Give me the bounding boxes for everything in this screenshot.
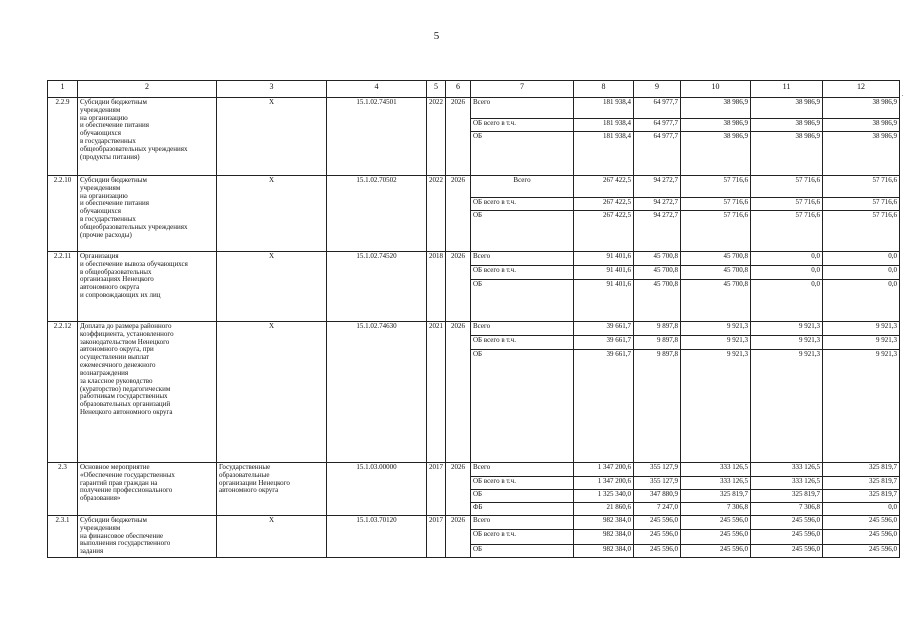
row-executor (217, 516, 327, 558)
table-row (48, 252, 900, 266)
amount-cell: 325 819,7 (823, 463, 900, 477)
amount-cell: 325 819,7 (823, 477, 900, 490)
row-code: 15.1.03.70120 (327, 516, 427, 558)
amount-cell: 91 401,6 (574, 266, 634, 280)
amount-cell: 1 347 200,6 (574, 463, 634, 477)
amount-cell: 245 596,0 (634, 530, 681, 544)
amount-cell: 267 422,5 (574, 176, 634, 198)
row-number: 2.2.9 (48, 98, 78, 176)
amount-cell: 57 716,6 (681, 176, 751, 198)
funding-source: ОБ всего в т.ч. (471, 119, 574, 132)
amount-cell: 333 126,5 (681, 463, 751, 477)
amount-cell: 39 661,7 (574, 336, 634, 350)
funding-source: Всего (471, 176, 574, 198)
amount-cell: 245 596,0 (634, 544, 681, 557)
row-code: 15.1.02.74501 (327, 98, 427, 176)
amount-cell: 45 700,8 (634, 252, 681, 266)
amount-cell: 45 700,8 (681, 252, 751, 266)
table-row (48, 322, 900, 336)
amount-cell: 1 347 200,6 (574, 477, 634, 490)
header-cell: 8 (574, 81, 634, 98)
row-executor (217, 322, 327, 463)
header-cell: 2 (78, 81, 217, 98)
description-text: Организация и обеспечение вывоза обучающихся в общеобразовательных организациях Ненецкого автономного округа и сопровождающих их лиц (80, 252, 188, 300)
row-description (78, 322, 217, 463)
amount-cell: 45 700,8 (681, 280, 751, 322)
funding-source: Всего (471, 98, 574, 119)
amount-cell: 57 716,6 (823, 211, 900, 252)
row-end-year: 2026 (446, 176, 471, 252)
amount-cell: 57 716,6 (681, 198, 751, 211)
amount-cell: 94 272,7 (634, 176, 681, 198)
row-number: 2.3.1 (48, 516, 78, 558)
amount-cell: 9 897,8 (634, 322, 681, 336)
amount-cell: 347 880,9 (634, 490, 681, 503)
table-row (48, 516, 900, 530)
row-end-year: 2026 (446, 516, 471, 558)
header-row (48, 81, 900, 98)
amount-cell: 64 977,7 (634, 119, 681, 132)
row-start-year: 2022 (427, 98, 446, 176)
amount-cell: 245 596,0 (823, 544, 900, 557)
amount-cell: 0,0 (823, 252, 900, 266)
description-text: Субсидии бюджетным учреждениям на организацию и обеспечение питания обучающихся в государственных общеобразовательных учреждениях (прочие расходы) (80, 176, 188, 239)
amount-cell: 94 272,7 (634, 211, 681, 252)
funding-source: ОБ всего в т.ч. (471, 530, 574, 544)
row-description (78, 98, 217, 176)
funding-source: ОБ всего в т.ч. (471, 198, 574, 211)
row-code: 15.1.02.70502 (327, 176, 427, 252)
row-number: 2.2.10 (48, 176, 78, 252)
row-number: 2.2.12 (48, 322, 78, 463)
amount-cell: 91 401,6 (574, 280, 634, 322)
funding-source: ОБ (471, 490, 574, 503)
funding-source: ОБ (471, 350, 574, 463)
amount-cell: 1 325 340,0 (574, 490, 634, 503)
amount-cell: 982 384,0 (574, 544, 634, 557)
amount-cell: 181 938,4 (574, 119, 634, 132)
executor-text: Х (268, 176, 275, 184)
amount-cell: 245 596,0 (681, 516, 751, 530)
amount-cell: 9 921,3 (751, 336, 823, 350)
amount-cell: 355 127,9 (634, 477, 681, 490)
amount-cell: 9 897,8 (634, 350, 681, 463)
row-description (78, 463, 217, 516)
row-code: 15.1.02.74520 (327, 252, 427, 322)
row-start-year: 2022 (427, 176, 446, 252)
header-cell: 7 (471, 81, 574, 98)
amount-cell: 9 921,3 (681, 350, 751, 463)
amount-cell: 355 127,9 (634, 463, 681, 477)
amount-cell: 325 819,7 (751, 490, 823, 503)
amount-cell: 39 661,7 (574, 350, 634, 463)
amount-cell: 245 596,0 (823, 516, 900, 530)
amount-cell: 9 921,3 (751, 322, 823, 336)
header-cell: 4 (327, 81, 427, 98)
amount-cell: 982 384,0 (574, 530, 634, 544)
amount-cell: 181 938,4 (574, 98, 634, 119)
funding-source: ФБ (471, 503, 574, 516)
row-end-year: 2026 (446, 463, 471, 516)
row-end-year: 2026 (446, 98, 471, 176)
header-cell: 5 (427, 81, 446, 98)
amount-cell: 245 596,0 (681, 544, 751, 557)
row-description (78, 252, 217, 322)
amount-cell: 9 921,3 (681, 322, 751, 336)
row-number: 2.2.11 (48, 252, 78, 322)
amount-cell: 333 126,5 (751, 463, 823, 477)
amount-cell: 7 247,0 (634, 503, 681, 516)
row-description (78, 516, 217, 558)
funding-source: ОБ всего в т.ч. (471, 477, 574, 490)
amount-cell: 267 422,5 (574, 211, 634, 252)
amount-cell: 38 986,9 (751, 132, 823, 176)
funding-source: Всего (471, 516, 574, 530)
description-text: Субсидии бюджетным учреждениям на финансовое обеспечение выполнения государственного задания (80, 516, 171, 556)
funding-source: Всего (471, 463, 574, 477)
amount-cell: 0,0 (823, 280, 900, 322)
amount-cell: 7 306,8 (751, 503, 823, 516)
funding-source: ОБ (471, 544, 574, 557)
amount-cell: 45 700,8 (634, 280, 681, 322)
amount-cell: 0,0 (751, 280, 823, 322)
amount-cell: 39 661,7 (574, 322, 634, 336)
header-cell: 9 (634, 81, 681, 98)
amount-cell: 9 921,3 (823, 336, 900, 350)
header-cell: 12 (823, 81, 900, 98)
description-text: Доплата до размера районного коэффициента, установленного законодательством Ненецкого автономного округа, при осуществлении выплат ежемесячного денежного вознаграждения за классное руководство (кураторство) педагогическим работникам государственных образовательных организаций Ненецкого автономного округа (80, 322, 174, 417)
row-executor (217, 252, 327, 322)
funding-source: Всего (471, 252, 574, 266)
amount-cell: 57 716,6 (751, 176, 823, 198)
amount-cell: 9 921,3 (823, 322, 900, 336)
amount-cell: 9 921,3 (823, 350, 900, 463)
amount-cell: 181 938,4 (574, 132, 634, 176)
amount-cell: 38 986,9 (751, 98, 823, 119)
row-start-year: 2021 (427, 322, 446, 463)
funding-source: ОБ (471, 132, 574, 176)
scan-mark (902, 95, 903, 96)
amount-cell: 0,0 (751, 266, 823, 280)
amount-cell: 94 272,7 (634, 198, 681, 211)
amount-cell: 325 819,7 (681, 490, 751, 503)
amount-cell: 38 986,9 (823, 119, 900, 132)
row-executor (217, 463, 327, 516)
amount-cell: 0,0 (751, 252, 823, 266)
amount-cell: 245 596,0 (634, 516, 681, 530)
amount-cell: 0,0 (823, 266, 900, 280)
funding-source: ОБ (471, 280, 574, 322)
amount-cell: 9 921,3 (751, 350, 823, 463)
header-cell: 3 (217, 81, 327, 98)
page-number: 5 (433, 30, 440, 42)
amount-cell: 38 986,9 (823, 132, 900, 176)
amount-cell: 0,0 (823, 503, 900, 516)
amount-cell: 45 700,8 (681, 266, 751, 280)
executor-text: Х (268, 322, 275, 330)
amount-cell: 38 986,9 (681, 119, 751, 132)
row-start-year: 2017 (427, 516, 446, 558)
row-start-year: 2018 (427, 252, 446, 322)
amount-cell: 245 596,0 (751, 544, 823, 557)
funding-source: ОБ (471, 211, 574, 252)
row-description (78, 176, 217, 252)
description-text: Основное мероприятие «Обеспечение государственных гарантий прав граждан на получение профессионального образования» (80, 463, 175, 503)
row-code: 15.1.03.00000 (327, 463, 427, 516)
budget-table (47, 80, 900, 558)
amount-cell: 64 977,7 (634, 98, 681, 119)
description-text: Субсидии бюджетным учреждениям на организацию и обеспечение питания обучающихся в государственных общеобразовательных учреждениях (продукты питания) (80, 98, 188, 161)
amount-cell: 9 921,3 (681, 336, 751, 350)
amount-cell: 57 716,6 (751, 211, 823, 252)
amount-cell: 45 700,8 (634, 266, 681, 280)
row-number: 2.3 (48, 463, 78, 516)
amount-cell: 245 596,0 (681, 530, 751, 544)
row-code: 15.1.02.74630 (327, 322, 427, 463)
amount-cell: 38 986,9 (751, 119, 823, 132)
amount-cell: 245 596,0 (751, 516, 823, 530)
amount-cell: 982 384,0 (574, 516, 634, 530)
amount-cell: 38 986,9 (681, 98, 751, 119)
amount-cell: 333 126,5 (751, 477, 823, 490)
header-cell: 10 (681, 81, 751, 98)
funding-source: ОБ всего в т.ч. (471, 336, 574, 350)
header-cell: 6 (446, 81, 471, 98)
executor-text: Х (268, 516, 275, 524)
amount-cell: 57 716,6 (823, 176, 900, 198)
executor-text: Х (268, 98, 275, 106)
table-row (48, 98, 900, 119)
amount-cell: 64 977,7 (634, 132, 681, 176)
row-executor (217, 98, 327, 176)
header-cell: 1 (48, 81, 78, 98)
amount-cell: 7 306,8 (681, 503, 751, 516)
row-end-year: 2026 (446, 252, 471, 322)
amount-cell: 91 401,6 (574, 252, 634, 266)
header-cell: 11 (751, 81, 823, 98)
amount-cell: 38 986,9 (681, 132, 751, 176)
funding-source: Всего (471, 322, 574, 336)
funding-source: ОБ всего в т.ч. (471, 266, 574, 280)
amount-cell: 245 596,0 (823, 530, 900, 544)
amount-cell: 245 596,0 (751, 530, 823, 544)
row-end-year: 2026 (446, 322, 471, 463)
amount-cell: 57 716,6 (823, 198, 900, 211)
row-start-year: 2017 (427, 463, 446, 516)
amount-cell: 57 716,6 (751, 198, 823, 211)
table-row (48, 176, 900, 198)
executor-text: Государственные образовательные организации Ненецкого автономного округа (219, 463, 290, 495)
amount-cell: 57 716,6 (681, 211, 751, 252)
amount-cell: 267 422,5 (574, 198, 634, 211)
executor-text: Х (268, 252, 275, 260)
amount-cell: 38 986,9 (823, 98, 900, 119)
amount-cell: 21 860,6 (574, 503, 634, 516)
table-row (48, 463, 900, 477)
row-executor (217, 176, 327, 252)
amount-cell: 333 126,5 (681, 477, 751, 490)
amount-cell: 9 897,8 (634, 336, 681, 350)
amount-cell: 325 819,7 (823, 490, 900, 503)
